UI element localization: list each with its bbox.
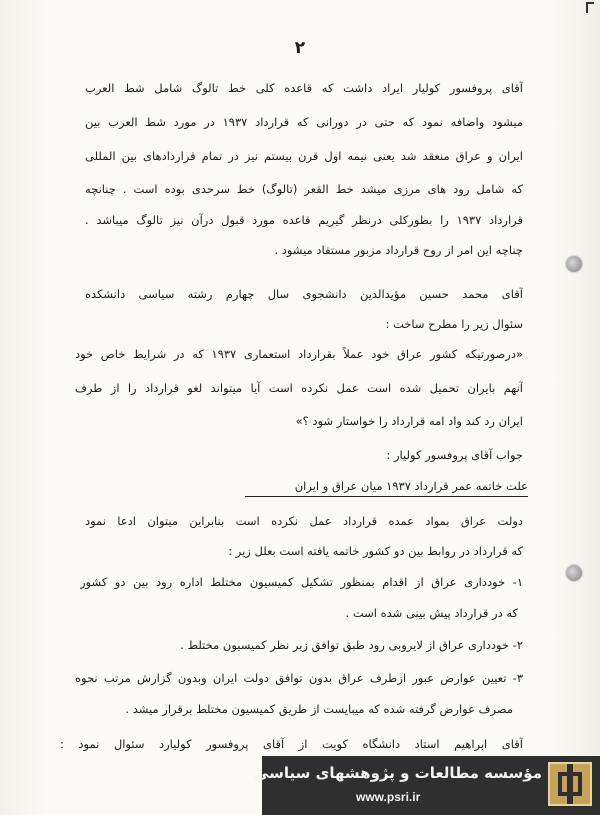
text-line: چناچه این امر از روح قرارداد مزبور مستفاد میشود . (274, 243, 523, 257)
subject-heading: علت خاتمه عمر قرارداد ۱۹۳۷ میان عراق و ایران (294, 479, 528, 493)
text-line: که شامل رود های مرزی میشد خط القعر (تالوگ) خط سرحدی بوده است . چنانچه (85, 182, 523, 196)
text-line: قرارداد ۱۹۳۷ را بطورکلی درنظر گیریم قاعده مورد قبول درآن نیز تالوگ میباشد . (85, 213, 523, 227)
corner-mark (586, 2, 594, 13)
page-number: ۲ (294, 38, 306, 58)
watermark-url: www.psri.ir (356, 790, 421, 804)
text-line: ایران و عراق منعقد شد یعنی نیمه اول قرن بیستم نیز در تمام قراردادهای بین المللی (85, 149, 523, 163)
punch-hole (566, 256, 582, 272)
text-line: «درصورتیکه کشور عراق خود عملاً بقرارداد استعماری ۱۹۳۷ که در شرایط خاص خود (75, 347, 523, 361)
watermark-title: مؤسسه مطالعات و پژوهشهای سیاسی (253, 764, 542, 782)
list-item: ۱- خودداری عراق از اقدام بمنظور تشکیل کمیسیون مختلط اداره رود بین دو کشور (80, 575, 523, 589)
text-line: سئوال زیر را مطرح ساخت : (385, 317, 523, 331)
text-line: آقای ابراهیم استاد دانشگاه کویت از آقای پروفسور کولیارد سئوال نمود : (60, 737, 523, 751)
watermark-banner (253, 756, 600, 815)
list-item-continuation: مصرف عوارض گرفته شده که میبایست از طریق کمیسیون مختلط برقرار میشد . (125, 702, 513, 716)
subject-underline (245, 496, 528, 497)
text-line: آقای پروفسور کولیار ایراد داشت که قاعده کلی خط تالوگ شامل شط العرب (85, 81, 523, 95)
list-item-continuation: که در قرارداد پیش بینی شده است . (345, 606, 518, 620)
text-line: میشود واضافه نمود که حتی در دورانی که قرارداد ۱۹۳۷ در مورد شط العرب بین (85, 115, 523, 129)
list-item: ۲- خودداری عراق از لایروبی رود طبق توافق زیر نظر کمیسیون مختلط . (180, 638, 523, 652)
text-line: ایران رد کند واد امه قرارداد را خواستار شود ؟» (295, 414, 523, 428)
text-line: که قرارداد در روابط بین دو کشور خاتمه یافته است بعلل زیر : (228, 544, 523, 558)
list-item: ۳- تعیین عوارض عبور ازطرف عراق بدون توافق دولت ایران وبدون گزارش مرتب نحوه (75, 671, 523, 685)
text-line: دولت عراق بمواد عمده قرارداد عمل نکرده است بنابراین میتوان ادعا نمود (85, 514, 523, 528)
text-line: آنهم بایران تحمیل شده است عمل نکرده است آیا میتواند لغو قرارداد را از طرف (75, 381, 523, 395)
text-line: جواب آقای پروفسور کولیار : (386, 448, 523, 462)
text-line: آقای محمد حسین مؤیدالدین دانشجوی سال چهارم رشته سیاسی دانشکده (85, 287, 523, 301)
institute-logo-icon (548, 762, 592, 806)
punch-hole (566, 565, 582, 581)
